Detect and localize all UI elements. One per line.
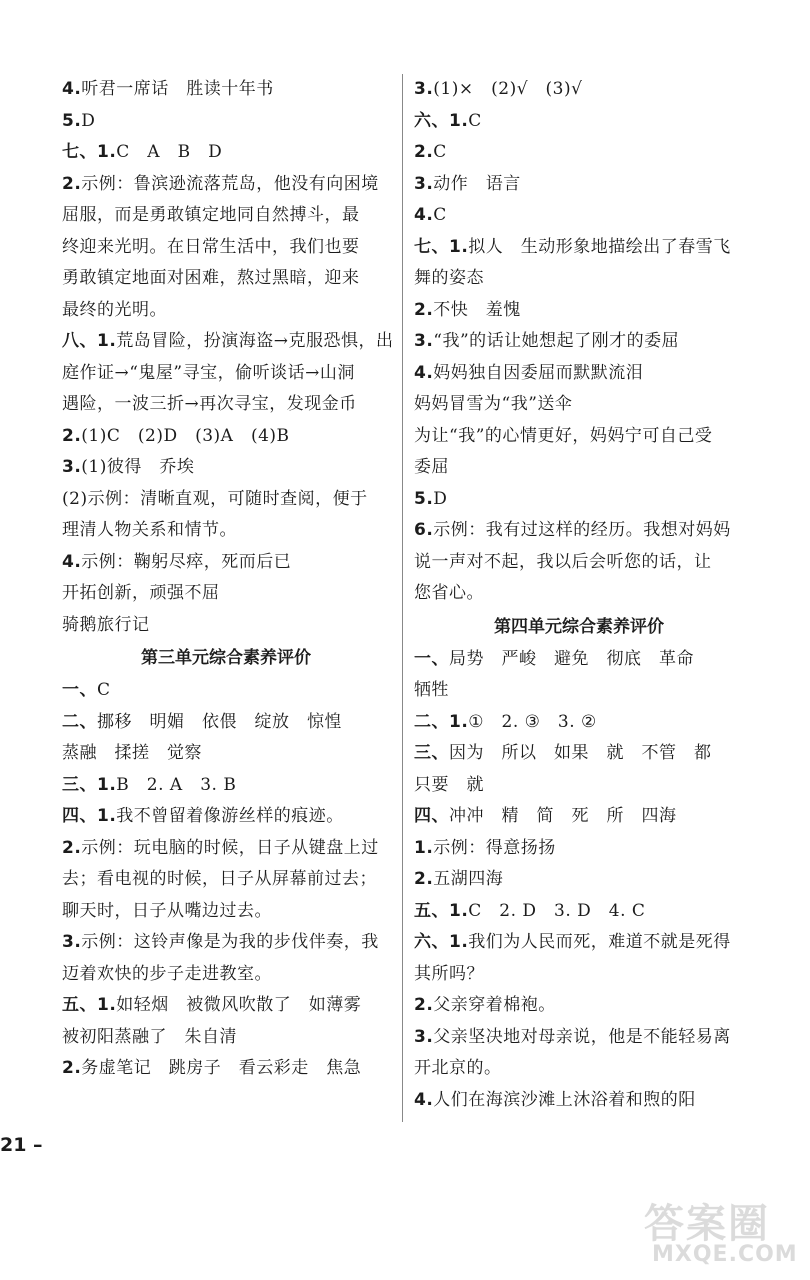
answer-text: 人们在海滨沙滩上沐浴着和煦的阳 bbox=[433, 1089, 696, 1110]
answer-text: 牺牲 bbox=[414, 680, 449, 700]
answer-number: 2. bbox=[62, 173, 82, 194]
answer-text: 我不曾留着像游丝样的痕迹。 bbox=[116, 806, 344, 826]
answer-number: 三、 bbox=[414, 743, 449, 763]
answer-line bbox=[414, 738, 744, 770]
answer-line bbox=[414, 864, 744, 896]
answer-line bbox=[62, 169, 390, 201]
answer-text: 理清人物关系和情节。 bbox=[62, 520, 237, 540]
answer-text: 最终的光明。 bbox=[62, 299, 167, 320]
answer-line bbox=[62, 801, 390, 833]
answer-line bbox=[414, 200, 744, 232]
answer-line bbox=[414, 232, 744, 264]
answer-line bbox=[414, 137, 744, 169]
answer-text: 聊天时，日子从嘴边过去。 bbox=[62, 900, 272, 921]
answer-line bbox=[414, 515, 744, 547]
answer-text: 荒岛冒险，扮演海盗→克服恐惧，出 bbox=[116, 331, 394, 351]
answer-line bbox=[62, 74, 390, 106]
answer-line bbox=[62, 675, 390, 707]
answer-text: 示例：这铃声像是为我的步伐伴奏，我 bbox=[81, 932, 379, 952]
answer-line bbox=[62, 295, 390, 327]
answer-number: 六、1. bbox=[414, 110, 469, 131]
answer-number: 2. bbox=[62, 1058, 82, 1078]
answer-line bbox=[62, 484, 390, 516]
answer-line bbox=[414, 74, 744, 106]
answer-text: 如轻烟 被微风吹散了 如薄雾 bbox=[116, 995, 362, 1015]
answer-line bbox=[62, 358, 390, 390]
answer-line bbox=[414, 326, 744, 358]
answer-number: 2. bbox=[414, 299, 434, 320]
answer-text: 示例：鞠躬尽瘁，死而后已 bbox=[81, 551, 292, 572]
answer-text: 屈服，而是勇敢镇定地同自然搏斗，最 bbox=[62, 205, 360, 225]
answer-text: D bbox=[81, 110, 96, 131]
answer-line bbox=[414, 169, 744, 201]
answer-text: (1)× (2)√ (3)√ bbox=[433, 79, 583, 99]
answer-line bbox=[414, 675, 744, 707]
answer-number: 一、 bbox=[62, 680, 97, 700]
answer-text: 蒸融 揉搓 觉察 bbox=[62, 743, 202, 763]
answer-text: 示例：鲁滨逊流落荒岛，他没有向困境 bbox=[81, 173, 379, 194]
answer-text: 我们为人民而死，难道不就是死得 bbox=[468, 932, 731, 952]
answer-line bbox=[414, 578, 744, 610]
answer-line bbox=[414, 801, 744, 833]
answer-text: C bbox=[468, 110, 482, 131]
answer-text: C 2. D 3. D 4. C bbox=[468, 900, 646, 921]
answer-line bbox=[414, 452, 744, 484]
answer-text: D bbox=[433, 488, 448, 509]
answer-text: (2)示例：清晰直观，可随时查阅，便于 bbox=[62, 488, 368, 509]
answer-line bbox=[414, 547, 744, 579]
answer-line bbox=[414, 484, 744, 516]
answer-line bbox=[62, 959, 390, 991]
answer-text: 听君一席话 胜读十年书 bbox=[81, 79, 274, 99]
answer-text: 局势 严峻 避免 彻底 革命 bbox=[449, 648, 694, 669]
answer-number: 3. bbox=[414, 173, 434, 194]
answer-number: 4. bbox=[62, 79, 82, 99]
answer-number: 5. bbox=[62, 110, 82, 131]
answer-text: 骑鹅旅行记 bbox=[62, 614, 150, 635]
answer-text: 终迎来光明。在日常生活中，我们也要 bbox=[62, 236, 360, 257]
answer-text: 父亲坚决地对母亲说，他是不能轻易离 bbox=[433, 1026, 731, 1047]
answer-text: 示例：得意扬扬 bbox=[433, 837, 556, 858]
left-column bbox=[62, 74, 394, 1085]
answer-line bbox=[62, 326, 394, 358]
answer-line bbox=[62, 106, 390, 138]
answer-line bbox=[62, 707, 390, 739]
answer-number: 2. bbox=[414, 142, 434, 162]
answer-line bbox=[62, 896, 390, 928]
answer-number: 1. bbox=[414, 837, 434, 858]
answer-number: 5. bbox=[414, 488, 434, 509]
answer-line bbox=[62, 421, 390, 453]
answer-line bbox=[62, 389, 390, 421]
watermark-bottom: MXQE.COM bbox=[652, 1242, 798, 1267]
answer-text: 务虚笔记 跳房子 看云彩走 焦急 bbox=[81, 1058, 362, 1078]
answer-number: 3. bbox=[414, 331, 434, 351]
answer-number: 2. bbox=[62, 425, 82, 446]
answer-text: 庭作证→“鬼屋”寻宝，偷听谈话→山洞 bbox=[62, 362, 355, 383]
answer-number: 六、1. bbox=[414, 932, 469, 952]
answer-number: 四、1. bbox=[62, 806, 117, 826]
answer-line bbox=[62, 232, 390, 264]
answer-number: 七、1. bbox=[414, 236, 469, 257]
answer-line bbox=[414, 959, 744, 991]
answer-text: C bbox=[433, 205, 447, 225]
answer-text: 说一声对不起，我以后会听您的话，让 bbox=[414, 551, 712, 572]
answer-text: C A B D bbox=[116, 142, 223, 162]
answer-text: 去；看电视的时候，日子从屏幕前过去； bbox=[62, 869, 377, 889]
answer-line bbox=[414, 358, 744, 390]
answer-line bbox=[414, 990, 744, 1022]
answer-text: B 2. A 3. B bbox=[116, 774, 237, 795]
answer-text: 开北京的。 bbox=[414, 1058, 502, 1078]
answer-line bbox=[414, 389, 744, 421]
answer-number: 一、 bbox=[414, 648, 449, 669]
answer-text: 勇敢镇定地面对困难，熬过黑暗，迎来 bbox=[62, 268, 360, 288]
answer-number: 3. bbox=[62, 932, 82, 952]
answer-number: 三、1. bbox=[62, 774, 117, 795]
right-column bbox=[414, 74, 744, 1116]
answer-text: 其所吗？ bbox=[414, 963, 484, 984]
watermark-top: 答案圈 bbox=[644, 1201, 770, 1247]
answer-line bbox=[62, 263, 390, 295]
answer-line bbox=[414, 295, 744, 327]
answer-number: 3. bbox=[414, 1026, 434, 1047]
answer-text: 委屈 bbox=[414, 457, 449, 477]
answer-line bbox=[62, 200, 390, 232]
answer-text: 遇险，一波三折→再次寻宝，发现金币 bbox=[62, 394, 357, 414]
answer-text: 您省心。 bbox=[414, 583, 484, 603]
answer-text: 示例：我有过这样的经历。我想对妈妈 bbox=[433, 520, 731, 540]
answer-line bbox=[62, 864, 390, 896]
answer-line bbox=[62, 610, 390, 642]
answer-text: 为让“我”的心情更好，妈妈宁可自己受 bbox=[414, 425, 713, 446]
answer-number: 4. bbox=[62, 551, 82, 572]
answer-number: 6. bbox=[414, 520, 434, 540]
answer-line bbox=[414, 1022, 744, 1054]
section-heading: 第三单元综合素养评价 bbox=[141, 648, 311, 668]
answer-text: 因为 所以 如果 就 不管 都 bbox=[449, 743, 712, 763]
answer-number: 2. bbox=[414, 869, 434, 889]
answer-text: 不快 羞愧 bbox=[433, 299, 521, 320]
answer-number: 二、 bbox=[62, 711, 97, 732]
answer-text: 五湖四海 bbox=[433, 869, 504, 889]
section-heading: 第四单元综合素养评价 bbox=[494, 616, 664, 637]
answer-line bbox=[414, 896, 744, 928]
answer-line bbox=[62, 833, 390, 865]
answer-text: C bbox=[97, 680, 111, 700]
answer-text: 示例：玩电脑的时候，日子从键盘上过 bbox=[81, 837, 379, 858]
answer-line bbox=[62, 515, 390, 547]
answer-line bbox=[414, 421, 744, 453]
answer-line bbox=[414, 263, 744, 295]
answer-line bbox=[62, 547, 390, 579]
answer-number: 二、1. bbox=[414, 711, 469, 732]
answer-line bbox=[62, 738, 390, 770]
answer-number: 3. bbox=[62, 457, 82, 477]
page-number: 21 – bbox=[0, 1134, 43, 1156]
answer-line bbox=[414, 106, 744, 138]
answer-text: 妈妈独自因委屈而默默流泪 bbox=[433, 362, 644, 383]
answer-text: (1)C (2)D (3)A (4)B bbox=[81, 425, 290, 446]
answer-line bbox=[62, 770, 390, 802]
answer-line bbox=[414, 833, 744, 865]
answer-text: 挪移 明媚 依偎 绽放 惊惶 bbox=[97, 711, 342, 732]
answer-line bbox=[62, 1022, 390, 1054]
answer-text: 只要 就 bbox=[414, 774, 484, 795]
watermark-logo bbox=[644, 1192, 798, 1272]
answer-text: 父亲穿着棉袍。 bbox=[433, 995, 556, 1015]
answer-line bbox=[62, 990, 390, 1022]
answer-number: 五、1. bbox=[414, 900, 469, 921]
answer-line bbox=[414, 707, 744, 739]
answer-number: 八、1. bbox=[62, 331, 117, 351]
answer-text: C bbox=[433, 142, 447, 162]
answer-text: 被初阳蒸融了 朱自清 bbox=[62, 1026, 237, 1047]
answer-text: 迈着欢快的步子走进教室。 bbox=[62, 963, 272, 984]
answer-text: 开拓创新，顽强不屈 bbox=[62, 583, 220, 603]
answer-text: ① 2. ③ 3. ② bbox=[468, 711, 597, 732]
answer-text: 动作 语言 bbox=[433, 173, 521, 194]
answer-line bbox=[414, 927, 744, 959]
answer-number: 2. bbox=[414, 995, 434, 1015]
answer-line bbox=[62, 452, 390, 484]
answer-text: 拟人 生动形象地描绘出了春雪飞 bbox=[468, 236, 731, 257]
answer-line bbox=[414, 644, 744, 676]
answer-text: (1)彼得 乔埃 bbox=[81, 457, 195, 477]
answer-text: 冲冲 精 简 死 所 四海 bbox=[449, 806, 677, 826]
answer-number: 4. bbox=[414, 205, 434, 225]
answer-line bbox=[414, 1053, 744, 1085]
answer-number: 五、1. bbox=[62, 995, 117, 1015]
answer-number: 四、 bbox=[414, 806, 449, 826]
answer-line bbox=[414, 770, 744, 802]
answer-text: 妈妈冒雪为“我”送伞 bbox=[414, 394, 573, 414]
answer-number: 4. bbox=[414, 1089, 434, 1110]
answer-number: 3. bbox=[414, 79, 434, 99]
answer-number: 4. bbox=[414, 362, 434, 383]
answer-line bbox=[62, 578, 390, 610]
answer-text: “我”的话让她想起了刚才的委屈 bbox=[433, 331, 680, 351]
answer-number: 2. bbox=[62, 837, 82, 858]
column-divider bbox=[402, 74, 403, 1122]
answer-number: 七、1. bbox=[62, 142, 117, 162]
answer-line bbox=[62, 1053, 390, 1085]
answer-line bbox=[414, 1085, 744, 1117]
answer-text: 舞的姿态 bbox=[414, 268, 484, 288]
answer-line bbox=[62, 137, 390, 169]
answer-line bbox=[62, 927, 390, 959]
